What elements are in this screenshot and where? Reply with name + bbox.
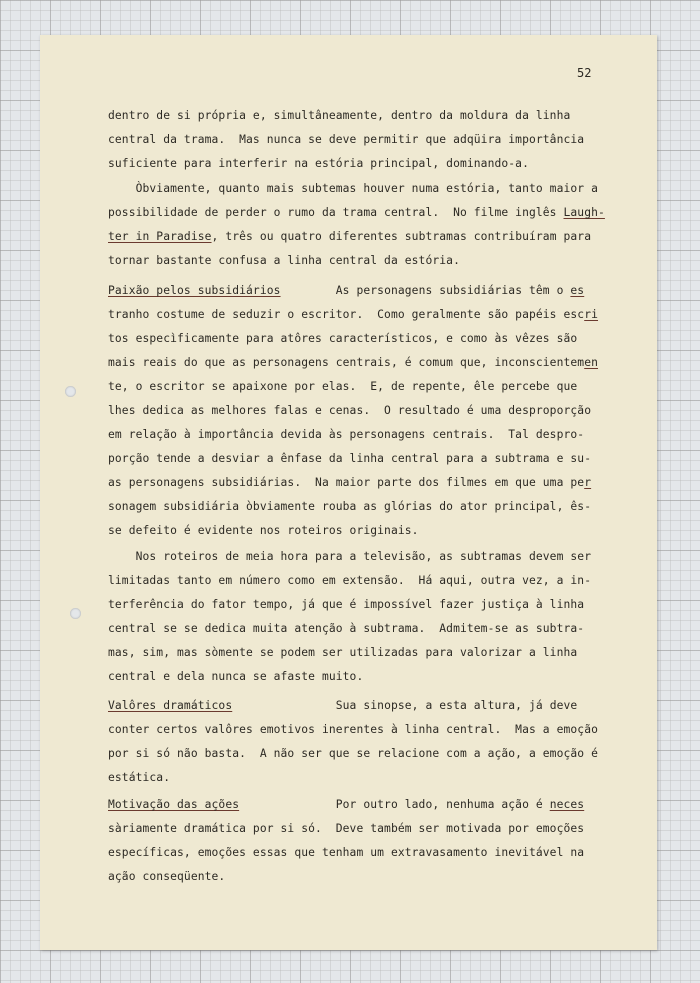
punch-hole	[70, 608, 81, 619]
text-line: se defeito é evidente nos roteiros originais.	[108, 524, 419, 537]
text-line: Paixão pelos subsidiários As personagens subsidiárias têm o es	[108, 284, 585, 297]
text-line: limitadas tanto em número como em extensão. Há aqui, outra vez, a in-	[108, 574, 592, 587]
text-line: terferência do fator tempo, já que é impossível fazer justiça à linha	[108, 598, 585, 611]
text-line: lhes dedica as melhores falas e cenas. O resultado é uma desproporção	[108, 404, 592, 417]
text-line: sàriamente dramática por si só. Deve também ser motivada por emoções	[108, 822, 585, 835]
text-line: Valôres dramáticos Sua sinopse, a esta altura, já deve	[108, 699, 578, 712]
text-line: por si só não basta. A não ser que se relacione com a ação, a emoção é	[108, 747, 598, 760]
text-line: porção tende a desviar a ênfase da linha central para a subtrama e su-	[108, 452, 592, 465]
text-line: central da trama. Mas nunca se deve permitir que adqüira importância	[108, 133, 585, 146]
punch-hole	[65, 386, 76, 397]
text-line: mas, sim, mas sòmente se podem ser utilizadas para valorizar a linha	[108, 646, 578, 659]
text-line: ter in Paradise, três ou quatro diferentes subtramas contribuíram para	[108, 230, 592, 243]
text-line: específicas, emoções essas que tenham um extravasamento inevitável na	[108, 846, 585, 859]
text-line: conter certos valôres emotivos inerentes à linha central. Mas a emoção	[108, 723, 598, 736]
text-line: as personagens subsidiárias. Na maior parte dos filmes em que uma per	[108, 476, 592, 489]
text-line: central e dela nunca se afaste muito.	[108, 670, 364, 683]
text-line: tranho costume de seduzir o escritor. Como geralmente são papéis escri	[108, 308, 599, 321]
text-line: mais reais do que as personagens centrais, é comum que, inconscientemen	[108, 356, 599, 369]
text-line: central se se dedica muita atenção à subtrama. Admitem-se as subtra-	[108, 622, 585, 635]
page-number: 52	[577, 66, 592, 80]
text-line: em relação à importância devida às personagens centrais. Tal despro-	[108, 428, 585, 441]
text-line: suficiente para interferir na estória principal, dominando-a.	[108, 157, 529, 170]
text-line: tornar bastante confusa a linha central da estória.	[108, 254, 460, 267]
text-line: Nos roteiros de meia hora para a televisão, as subtramas devem ser	[108, 550, 592, 563]
text-line: possibilidade de perder o rumo da trama central. No filme inglês Laugh-	[108, 206, 605, 219]
text-line: te, o escritor se apaixone por elas. E, de repente, êle percebe que	[108, 380, 578, 393]
text-line: tos especìficamente para atôres característicos, e como às vêzes são	[108, 332, 578, 345]
text-line: sonagem subsidiária òbviamente rouba as glórias do ator principal, ês-	[108, 500, 592, 513]
text-line: ação conseqüente.	[108, 870, 226, 883]
text-line: estática.	[108, 771, 171, 784]
text-line: dentro de si própria e, simultâneamente, dentro da moldura da linha	[108, 109, 571, 122]
text-line: Motivação das ações Por outro lado, nenhuma ação é neces	[108, 798, 585, 811]
text-line: Òbviamente, quanto mais subtemas houver numa estória, tanto maior a	[108, 182, 598, 195]
